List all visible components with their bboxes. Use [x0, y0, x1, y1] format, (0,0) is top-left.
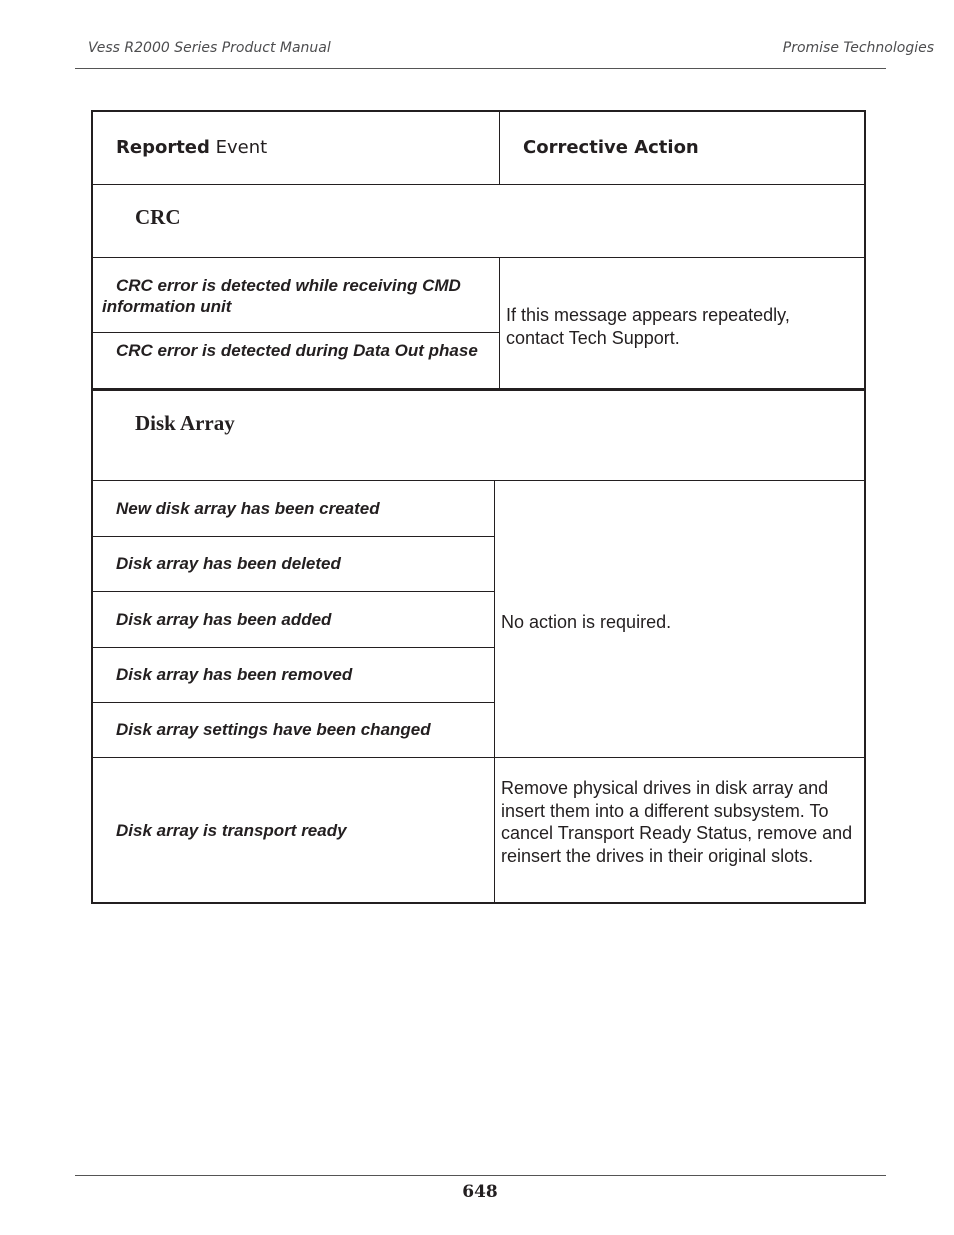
row-rule	[92, 702, 494, 703]
event-disk-array-added: Disk array has been added	[116, 610, 332, 629]
section-rule	[92, 257, 865, 258]
event-crc-data-out: CRC error is detected during Data Out phase	[116, 341, 478, 360]
action-crc: If this message appears repeatedly, contact Tech Support.	[506, 305, 790, 348]
header-rule-bottom	[92, 184, 865, 185]
section-title-crc: CRC	[135, 205, 181, 229]
row-rule	[92, 332, 499, 333]
row-rule	[92, 536, 494, 537]
action-transport-ready: Remove physical drives in disk array and insert them into a different subsystem. To cancel Transport Ready Status, remove and reinsert the drives in their original slots.	[501, 778, 853, 866]
event-disk-array-settings-changed: Disk array settings have been changed	[116, 720, 431, 739]
event-disk-array-deleted: Disk array has been deleted	[116, 554, 341, 573]
section-rule	[92, 480, 865, 481]
action-disk-array: No action is required.	[501, 612, 672, 632]
event-disk-array-removed: Disk array has been removed	[116, 665, 353, 684]
column-divider	[499, 258, 500, 389]
event-disk-array-transport-ready: Disk array is transport ready	[116, 821, 347, 840]
header-divider	[499, 111, 500, 185]
row-rule	[92, 591, 494, 592]
page-number: 648	[462, 1182, 498, 1202]
row-rule	[92, 757, 865, 758]
event-disk-array-created: New disk array has been created	[116, 499, 380, 518]
column-header-event: Reported Event	[116, 137, 268, 158]
event-crc-cmd: CRC error is detected while receiving CMD information unit	[102, 276, 461, 316]
footer-rule	[75, 1175, 886, 1176]
row-rule	[92, 647, 494, 648]
column-header-action: Corrective Action	[523, 137, 699, 158]
header-rule	[75, 68, 886, 69]
column-divider	[494, 481, 495, 903]
section-title-disk-array: Disk Array	[135, 411, 235, 435]
running-head-publisher: Promise Technologies	[782, 40, 934, 56]
running-head-title: Vess R2000 Series Product Manual	[88, 40, 331, 56]
